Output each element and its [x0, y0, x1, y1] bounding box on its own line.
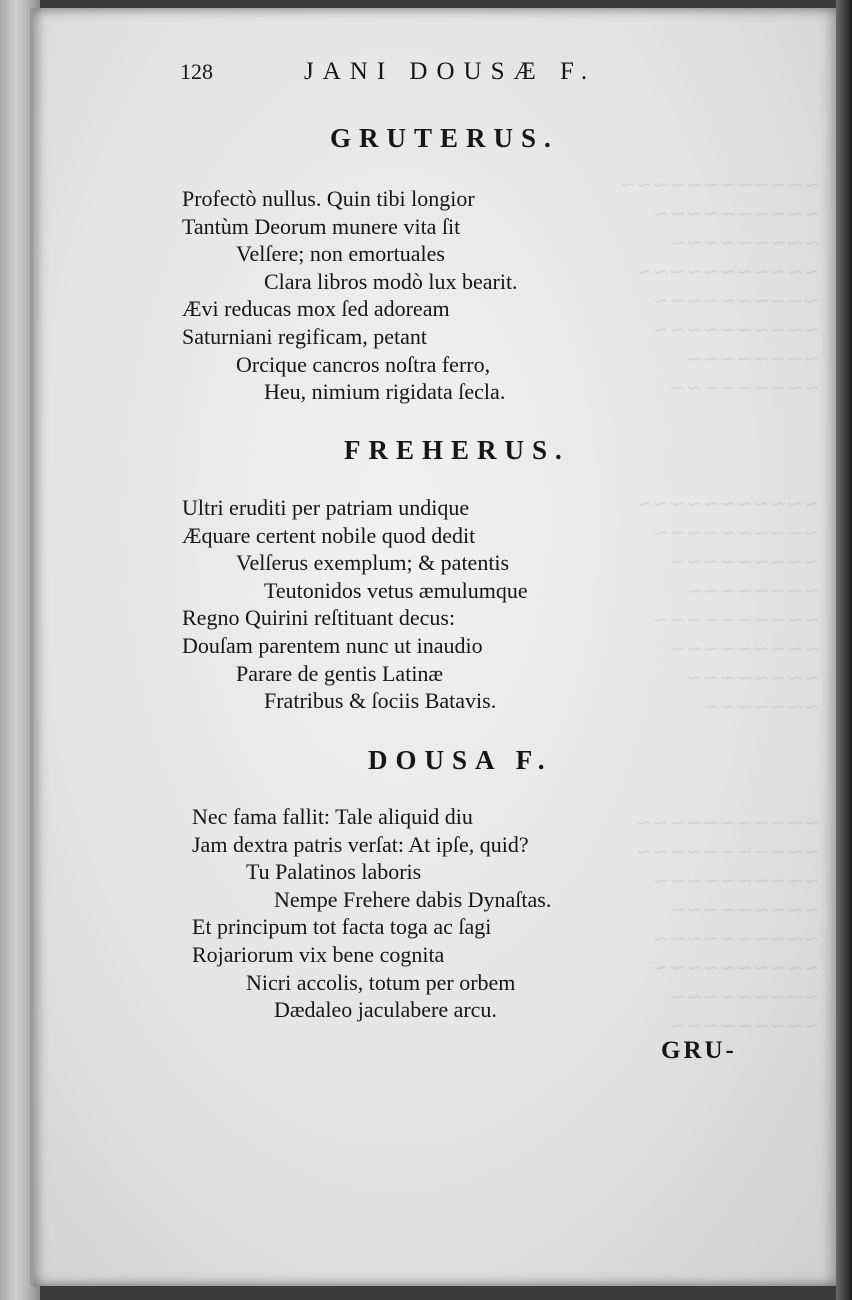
verse-line: Dædaleo jaculabere arcu. — [274, 997, 497, 1023]
section-title-dousa: DOUSA F. — [368, 745, 553, 775]
verse-line: Nec fama fallit: Tale aliquid diu — [192, 804, 473, 829]
verse-line: Nempe Frehere dabis Dynaſtas. — [274, 886, 552, 912]
section-title-freherus: FREHERUS. — [344, 435, 570, 465]
verse-line: Parare de gentis Latinæ — [236, 660, 444, 686]
page-header — [180, 52, 650, 92]
poem-dousa — [192, 803, 551, 1024]
section-title-gruterus: GRUTERUS. — [330, 123, 559, 153]
verse-line: Nicri accolis, totum per orbem — [246, 969, 516, 995]
poem-gruterus — [182, 185, 518, 406]
verse-line: Teutonidos vetus æmulumque — [264, 577, 528, 603]
verse-line: Rojariorum vix bene cognita — [192, 941, 445, 967]
catchword: GRU- — [661, 1037, 737, 1064]
verse-line: Fratribus & ſociis Batavis. — [264, 688, 497, 714]
verse-line: Tantùm Deorum munere vita ſit — [182, 213, 461, 239]
verse-line: Regno Quirini reſtituant decus: — [182, 605, 456, 631]
verse-line: Jam dextra patris verſat: At ipſe, quid? — [192, 831, 529, 857]
verse-line: Et principum tot facta toga ac ſagi — [192, 914, 492, 940]
verse-line: Heu, nimium rigidata ſecla. — [264, 379, 506, 405]
poem-freherus — [182, 494, 528, 715]
page-edge-shadow — [836, 0, 852, 1300]
verse-line: Velſerus exemplum; & patentis — [236, 550, 510, 576]
verse-line: Orcique cancros noſtra ferro, — [236, 351, 491, 377]
running-head: JANI DOUSÆ F. — [304, 58, 597, 85]
verse-line: Ultri eruditi per patriam undique — [182, 495, 470, 520]
verse-line: Tu Palatinos laboris — [246, 859, 422, 885]
verse-line: Saturniani regificam, petant — [182, 323, 427, 349]
verse-line: Velſere; non emortuales — [236, 241, 445, 267]
verse-line: Profectò nullus. Quin tibi longior — [182, 186, 475, 211]
verse-line: Douſam parentem nunc ut inaudio — [182, 632, 483, 658]
verse-line: Clara libros modò lux bearit. — [264, 268, 518, 294]
verse-line: Æquare certent nobile quod dedit — [182, 522, 476, 548]
page-number: 128 — [180, 59, 213, 84]
verse-line: Ævi reducas mox ſed adoream — [182, 296, 450, 322]
